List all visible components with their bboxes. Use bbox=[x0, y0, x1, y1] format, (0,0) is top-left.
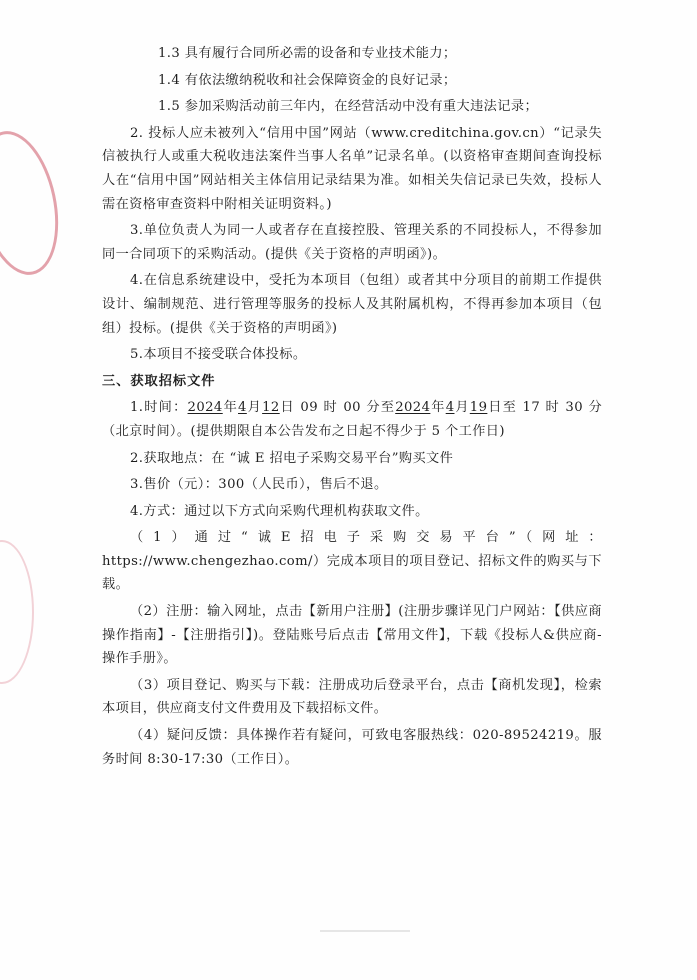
paragraph-1-3: 1.3 具有履行合同所必需的设备和专业技术能力； bbox=[158, 46, 457, 61]
section-heading-3: 三、获取招标文件 bbox=[102, 373, 216, 389]
red-seal-stamp bbox=[0, 124, 70, 283]
paragraph-price: 3.售价（元）：300（人民币），售后不退。 bbox=[130, 477, 388, 493]
start-month-unit: 月 bbox=[246, 400, 263, 416]
paragraph-5: 5.本项目不接受联合体投标。 bbox=[130, 347, 307, 363]
paragraph-1-5: 1.5 参加采购活动前三年内，在经营活动中没有重大违法记录； bbox=[158, 99, 539, 115]
faint-seal-stamp bbox=[0, 540, 34, 684]
paragraph-method-4: （4）疑问反馈：具体操作若有疑问，可致电客服热线：020-89524219。服务时间 8:30-17:30（工作日）。 bbox=[102, 728, 602, 767]
time-from-text: 日 09 时 00 分至 bbox=[279, 400, 396, 416]
end-month: 4 bbox=[445, 400, 455, 416]
end-year: 2024 bbox=[395, 400, 431, 416]
end-year-unit: 年 bbox=[430, 400, 446, 416]
start-year-unit: 年 bbox=[222, 400, 239, 416]
paragraph-2: 2. 投标人应未被列入“信用中国”网站（www.creditchina.gov.cn）“记录失信被执行人或重大税收违法案件当事人名单”记录名单。(以资格审查期间查询投标人在“信用中国”网站相关主体信用记录结果为准。如相关失信记录已失效，投标人需在资格审查资料中附相关证明资料。) bbox=[102, 125, 602, 212]
end-month-unit: 月 bbox=[454, 400, 470, 416]
start-month: 4 bbox=[238, 400, 247, 416]
paragraph-location: 2.获取地点：在 “诚 E 招电子采购交易平台”购买文件 bbox=[130, 450, 454, 466]
paragraph-4: 4.在信息系统建设中，受托为本项目（包组）或者其中分项目的前期工作提供设计、编制规范、进行管理等服务的投标人及其附属机构，不得再参加本项目（包组）投标。(提供《关于资格的声明函》) bbox=[102, 273, 602, 336]
paragraph-method-2: （2）注册：输入网址，点击【新用户注册】(注册步骤详见门户网站：【供应商操作指南】-【注册指引】)。登陆账号后点击【常用文件】，下载《投标人&供应商-操作手册》。 bbox=[102, 604, 602, 667]
scan-mark bbox=[320, 930, 410, 932]
paragraph-1-4: 1.4 有依法缴纳税收和社会保障资金的良好记录； bbox=[158, 72, 457, 88]
time-prefix: 1.时间： bbox=[130, 400, 188, 416]
paragraph-method: 4.方式：通过以下方式向采购代理机构获取文件。 bbox=[130, 503, 429, 519]
paragraph-3: 3.单位负责人为同一人或者存在直接控股、管理关系的不同投标人，不得参加同一合同项下的采购活动。(提供《关于资格的声明函》)。 bbox=[102, 223, 602, 262]
paragraph-method-1: （1）通过“诚E招电子采购交易平台”（网址：https://www.chengezhao.com/）完成本项目的项目登记、招标文件的购买与下载。 bbox=[102, 530, 602, 593]
time-to-text: 日至 17 时 30 分（北京时间）。(提供期限自本公告发布之日起不得少于 5 个工作日) bbox=[102, 400, 603, 439]
paragraph-method-3: （3）项目登记、购买与下载：注册成功后登录平台，点击【商机发现】，检索本项目，供应商支付文件费用及下载招标文件。 bbox=[102, 677, 602, 717]
start-day: 12 bbox=[262, 400, 280, 416]
start-year: 2024 bbox=[187, 400, 223, 416]
document-body bbox=[102, 42, 602, 774]
paragraph-time bbox=[102, 396, 602, 443]
end-day: 19 bbox=[469, 400, 488, 416]
